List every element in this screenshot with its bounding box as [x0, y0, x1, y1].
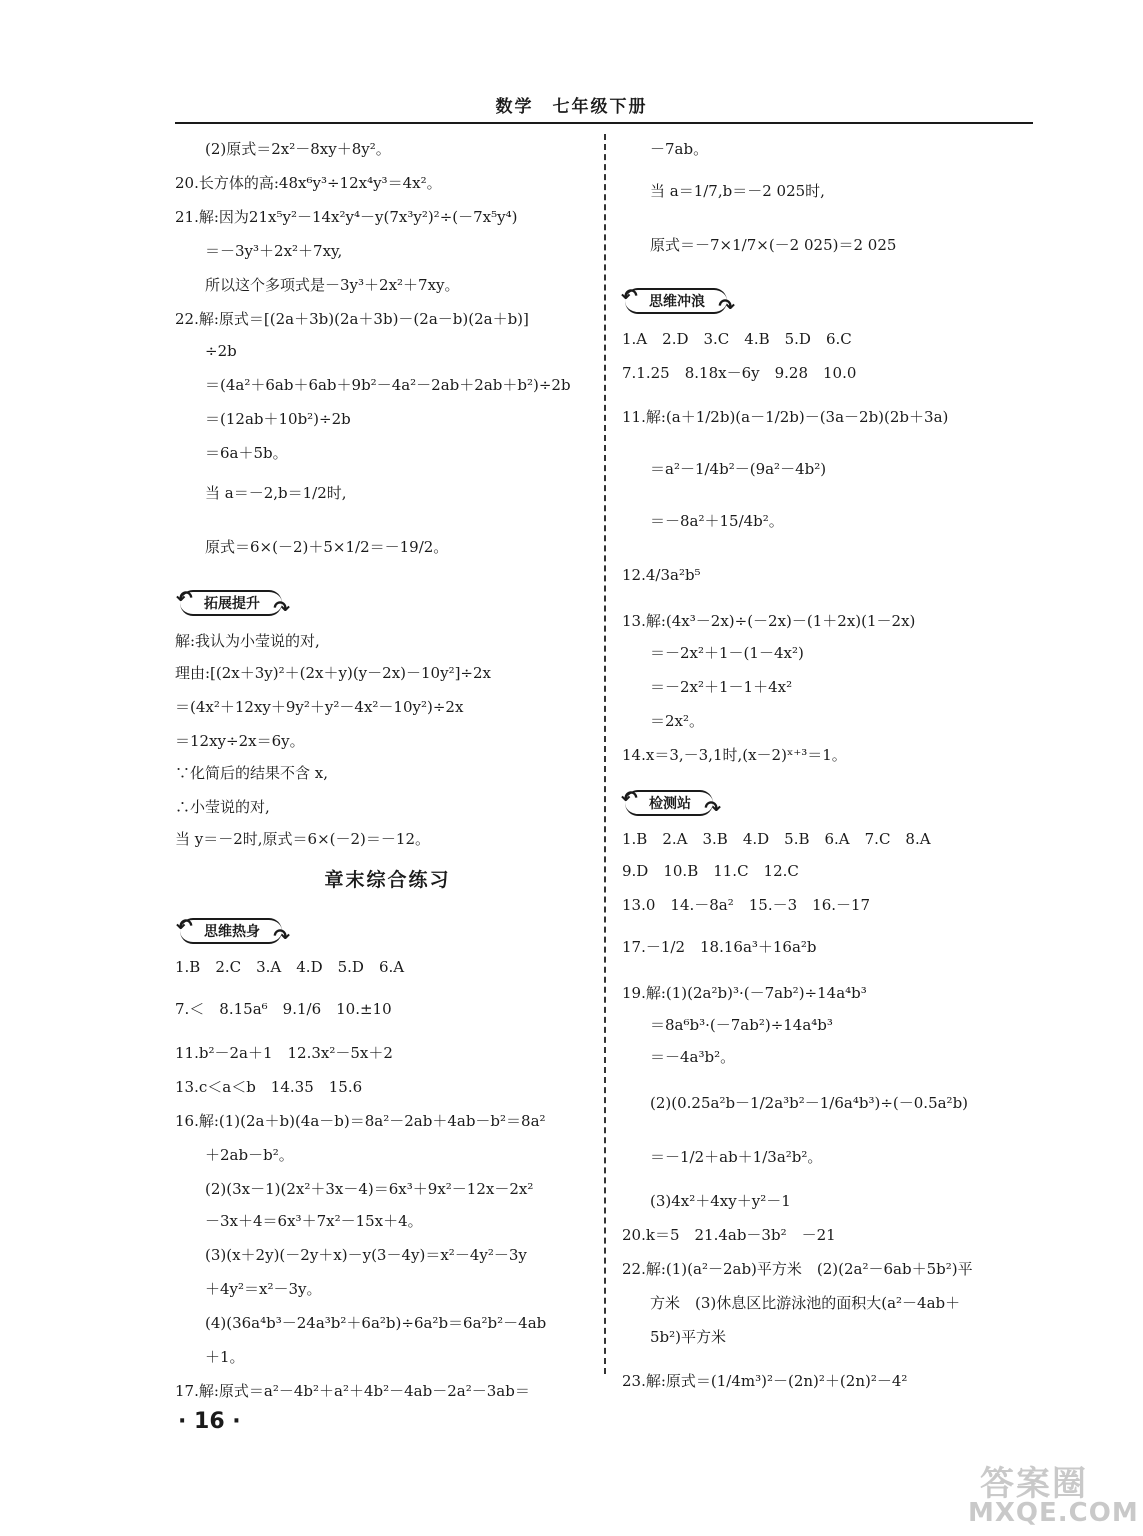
answer-line: 当 a＝－2,b＝1/2时, — [205, 484, 347, 502]
answer-line: 解:我认为小莹说的对, — [175, 632, 320, 650]
curl-arrow-icon: ↷ — [273, 596, 290, 620]
curl-arrow-icon: ↶ — [176, 914, 193, 938]
header-rule — [175, 122, 1033, 124]
answer-line: －7ab。 — [650, 140, 709, 158]
answer-line: 7.＜ 8.15a⁶ 9.1/6 10.±10 — [175, 1000, 392, 1018]
answer-line: ＝－1/2＋ab＋1/3a²b²。 — [650, 1148, 823, 1166]
section-badge-warmup — [176, 914, 290, 948]
curl-arrow-icon: ↶ — [176, 586, 193, 610]
answer-line: ÷2b — [205, 342, 237, 360]
answer-line: 13.解:(4x³－2x)÷(－2x)－(1＋2x)(1－2x) — [622, 612, 916, 630]
answer-line: (2)原式＝2x²－8xy＋8y²。 — [205, 140, 391, 158]
answer-line: ＝2x²。 — [650, 712, 705, 730]
section-badge-label: 思维热身 — [204, 924, 260, 940]
answer-line: (3)(x＋2y)(－2y＋x)－y(3－4y)＝x²－4y²－3y — [205, 1246, 527, 1264]
watermark-top: 答案圈 — [980, 1464, 1088, 1504]
curl-arrow-icon: ↷ — [718, 294, 735, 318]
answer-line: ＝(4x²＋12xy＋9y²＋y²－4x²－10y²)÷2x — [175, 698, 464, 716]
answer-line: ＝－3y³＋2x²＋7xy, — [205, 242, 343, 260]
answer-line: 9.D 10.B 11.C 12.C — [622, 862, 799, 880]
answer-line: ＋2ab－b²。 — [205, 1146, 294, 1164]
curl-arrow-icon: ↶ — [621, 284, 638, 308]
answer-line: 原式＝6×(－2)＋5×1/2＝－19/2。 — [205, 538, 449, 556]
answer-line: 16.解:(1)(2a＋b)(4a－b)＝8a²－2ab＋4ab－b²＝8a² — [175, 1112, 546, 1130]
answer-line: ＝－8a²＋15/4b²。 — [650, 512, 784, 530]
answer-line: ＝(4a²＋6ab＋6ab＋9b²－4a²－2ab＋2ab＋b²)÷2b — [205, 376, 571, 394]
section-badge-check — [621, 786, 721, 820]
answer-line: ＝－4a³b²。 — [650, 1048, 736, 1066]
answer-line: 17.解:原式＝a²－4b²＋a²＋4b²－4ab－2a²－3ab＝ — [175, 1382, 530, 1400]
curl-arrow-icon: ↷ — [704, 796, 721, 820]
answer-line: 12.4/3a²b⁵ — [622, 566, 701, 584]
answer-line: 22.解:(1)(a²－2ab)平方米 (2)(2a²－6ab＋5b²)平 — [622, 1260, 973, 1278]
answer-line: 原式＝－7×1/7×(－2 025)＝2 025 — [650, 236, 897, 254]
answer-line: ＋4y²＝x²－3y。 — [205, 1280, 322, 1298]
answer-line: 20.k＝5 21.4ab－3b² －21 — [622, 1226, 836, 1244]
answer-line: －3x＋4＝6x³＋7x²－15x＋4。 — [205, 1212, 423, 1230]
answer-line: 1.B 2.C 3.A 4.D 5.D 6.A — [175, 958, 405, 976]
answer-line: 当 y＝－2时,原式＝6×(－2)＝－12。 — [175, 830, 431, 848]
answer-line: 14.x＝3,－3,1时,(x－2)ˣ⁺³＝1。 — [622, 746, 847, 764]
answer-line: (2)(3x－1)(2x²＋3x－4)＝6x³＋9x²－12x－2x² — [205, 1180, 534, 1198]
answer-line: ＋1。 — [205, 1348, 245, 1366]
answer-line: 13.0 14.－8a² 15.－3 16.－17 — [622, 896, 871, 914]
answer-line: 11.b²－2a＋1 12.3x²－5x＋2 — [175, 1044, 393, 1062]
answer-line: 21.解:因为21x⁵y²－14x²y⁴－y(7x³y²)²÷(－7x⁵y⁴) — [175, 208, 518, 226]
page-number: · 16 · — [178, 1409, 241, 1434]
answer-line: 22.解:原式＝[(2a＋3b)(2a＋3b)－(2a－b)(2a＋b)] — [175, 310, 529, 328]
answer-line: 1.A 2.D 3.C 4.B 5.D 6.C — [622, 330, 852, 348]
answer-line: 13.c＜a＜b 14.35 15.6 — [175, 1078, 363, 1096]
curl-arrow-icon: ↷ — [273, 924, 290, 948]
answer-line: (4)(36a⁴b³－24a³b²＋6a²b)÷6a²b＝6a²b²－4ab — [205, 1314, 547, 1332]
section-badge-extend — [176, 586, 290, 620]
answer-line: ＝(12ab＋10b²)÷2b — [205, 410, 351, 428]
watermark-bottom: MXQE.COM — [968, 1498, 1139, 1528]
page-header-title: 数学 七年级下册 — [495, 97, 648, 117]
section-badge-surf — [621, 284, 735, 318]
answer-line: ＝6a＋5b。 — [205, 444, 288, 462]
answer-line: ＝－2x²＋1－1＋4x² — [650, 678, 793, 696]
answer-line: (2)(0.25a²b－1/2a³b²－1/6a⁴b³)÷(－0.5a²b) — [650, 1094, 969, 1112]
answer-line: 7.1.25 8.18x－6y 9.28 10.0 — [622, 364, 857, 382]
answer-line: ∵化简后的结果不含 x, — [175, 764, 328, 782]
answer-line: 20.长方体的高:48x⁶y³÷12x⁴y³＝4x²。 — [175, 174, 442, 192]
answer-line: 当 a＝1/7,b＝－2 025时, — [650, 182, 825, 200]
answer-line: (3)4x²＋4xy＋y²－1 — [650, 1192, 791, 1210]
answer-line: 23.解:原式＝(1/4m³)²－(2n)²＋(2n)²－4² — [622, 1372, 908, 1390]
answer-line: 1.B 2.A 3.B 4.D 5.B 6.A 7.C 8.A — [622, 830, 931, 848]
answer-line: 19.解:(1)(2a²b)³·(－7ab²)÷14a⁴b³ — [622, 984, 867, 1002]
column-divider — [604, 134, 606, 1374]
section-badge-label: 思维冲浪 — [649, 294, 705, 310]
answer-line: 理由:[(2x＋3y)²＋(2x＋y)(y－2x)－10y²]÷2x — [175, 664, 492, 682]
answer-line: ＝8a⁶b³·(－7ab²)÷14a⁴b³ — [650, 1016, 833, 1034]
watermark — [968, 1458, 1138, 1532]
answer-line: ＝12xy÷2x＝6y。 — [175, 732, 305, 750]
section-badge-label: 检测站 — [649, 796, 691, 812]
answer-line: ＝a²－1/4b²－(9a²－4b²) — [650, 460, 827, 478]
chapter-title: 章末综合练习 — [324, 869, 451, 891]
curl-arrow-icon: ↶ — [621, 786, 638, 810]
answer-line: ＝－2x²＋1－(1－4x²) — [650, 644, 804, 662]
answer-line: 所以这个多项式是－3y³＋2x²＋7xy。 — [205, 276, 460, 294]
answer-line: ∴小莹说的对, — [175, 798, 270, 816]
answer-line: 11.解:(a＋1/2b)(a－1/2b)－(3a－2b)(2b＋3a) — [622, 408, 949, 426]
answer-line: 17.－1/2 18.16a³＋16a²b — [622, 938, 817, 956]
answer-line: 5b²)平方米 — [650, 1328, 727, 1346]
answer-line: 方米 (3)休息区比游泳池的面积大(a²－4ab＋ — [650, 1294, 961, 1312]
section-badge-label: 拓展提升 — [204, 596, 260, 612]
